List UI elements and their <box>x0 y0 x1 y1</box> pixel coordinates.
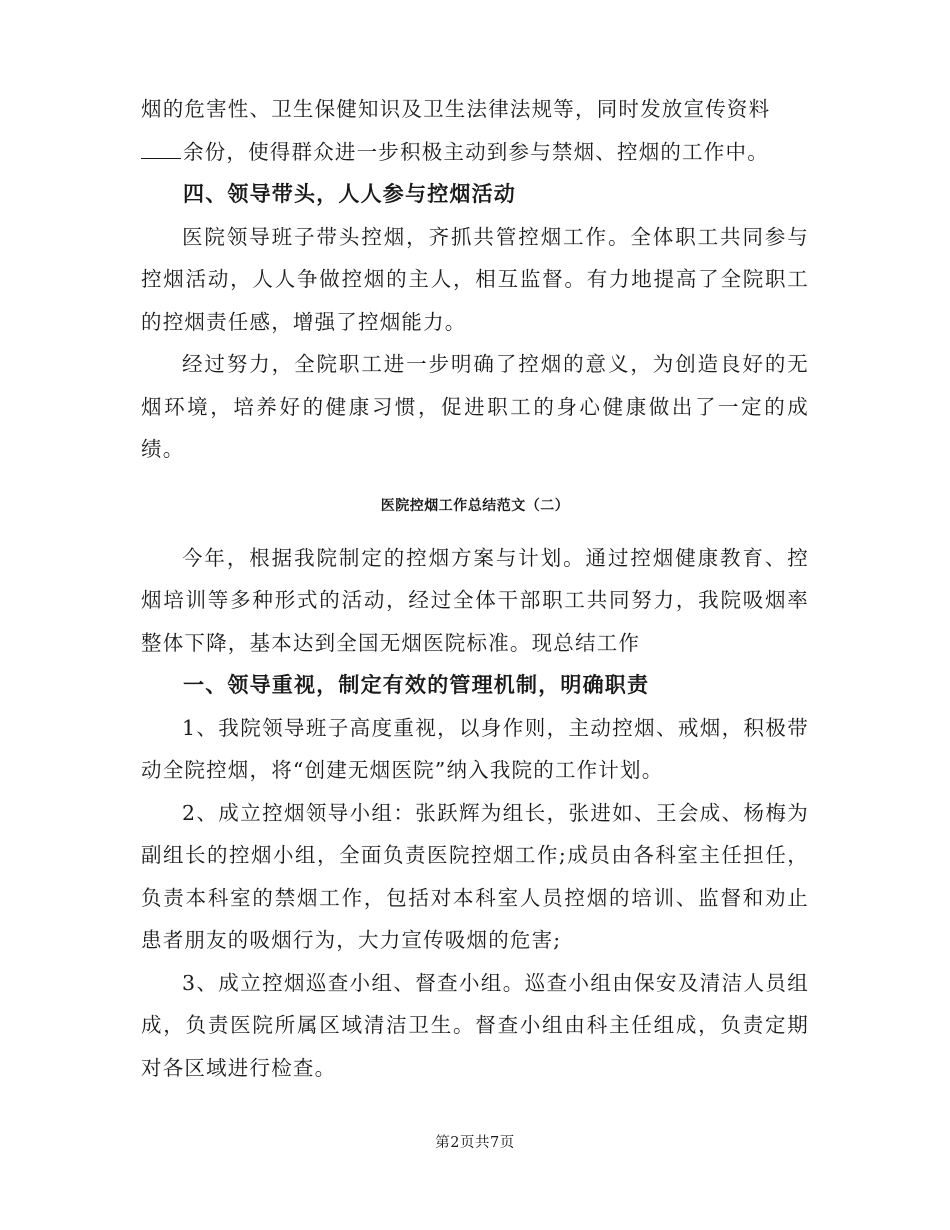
document-section-title: 医院控烟工作总结范文（二） <box>380 497 570 514</box>
continued-paragraph <box>141 88 809 173</box>
intro-paragraph: 今年，根据我院制定的控烟方案与计划。通过控烟健康教育、控烟培训等多种形式的活动，经过全体干部职工共同努力，我院吸烟率整体下降，基本达到全国无烟医院标准。现总结工作 <box>141 545 809 655</box>
paragraph-line-2: 余份，使得群众进一步积极主动到参与禁烟、控烟的工作中。 <box>183 139 769 164</box>
section-heading-4: 四、领导带头，人人参与控烟活动 <box>183 182 516 206</box>
fill-in-blank <box>141 140 181 159</box>
page-footer <box>0 1131 950 1152</box>
paragraph-leadership: 医院领导班子带头控烟，齐抓共管控烟工作。全体职工共同参与控烟活动，人人争做控烟的主人，相互监督。有力地提高了全院职工的控烟责任感，增强了控烟能力。 <box>141 224 809 334</box>
page-number: 第2页共7页 <box>435 1135 515 1151</box>
paragraph-results: 经过努力，全院职工进一步明确了控烟的意义，为创造良好的无烟环境，培养好的健康习惯，促进职工的身心健康做出了一定的成绩。 <box>141 352 809 461</box>
list-item-1: 1、我院领导班子高度重视，以身作则，主动控烟、戒烟，积极带动全院控烟，将“创建无烟医院”纳入我院的工作计划。 <box>141 715 809 782</box>
paragraph-line-1: 烟的危害性、卫生保健知识及卫生法律法规等，同时发放宣传资料 <box>141 97 771 121</box>
section-heading-1: 一、领导重视，制定有效的管理机制，明确职责 <box>183 673 650 697</box>
list-item-3: 3、成立控烟巡查小组、督查小组。巡查小组由保安及清洁人员组成，负责医院所属区域清洁卫生。督查小组由科主任组成，负责定期对各区域进行检查。 <box>141 970 809 1080</box>
document-body <box>141 88 809 1089</box>
list-item-2: 2、成立控烟领导小组：张跃辉为组长，张进如、王会成、杨梅为副组长的控烟小组，全面负责医院控烟工作;成员由各科室主任担任，负责本科室的禁烟工作，包括对本科室人员控烟的培训、监督和劝止患者朋友的吸烟行为，大力宣传吸烟的危害; <box>141 800 809 952</box>
